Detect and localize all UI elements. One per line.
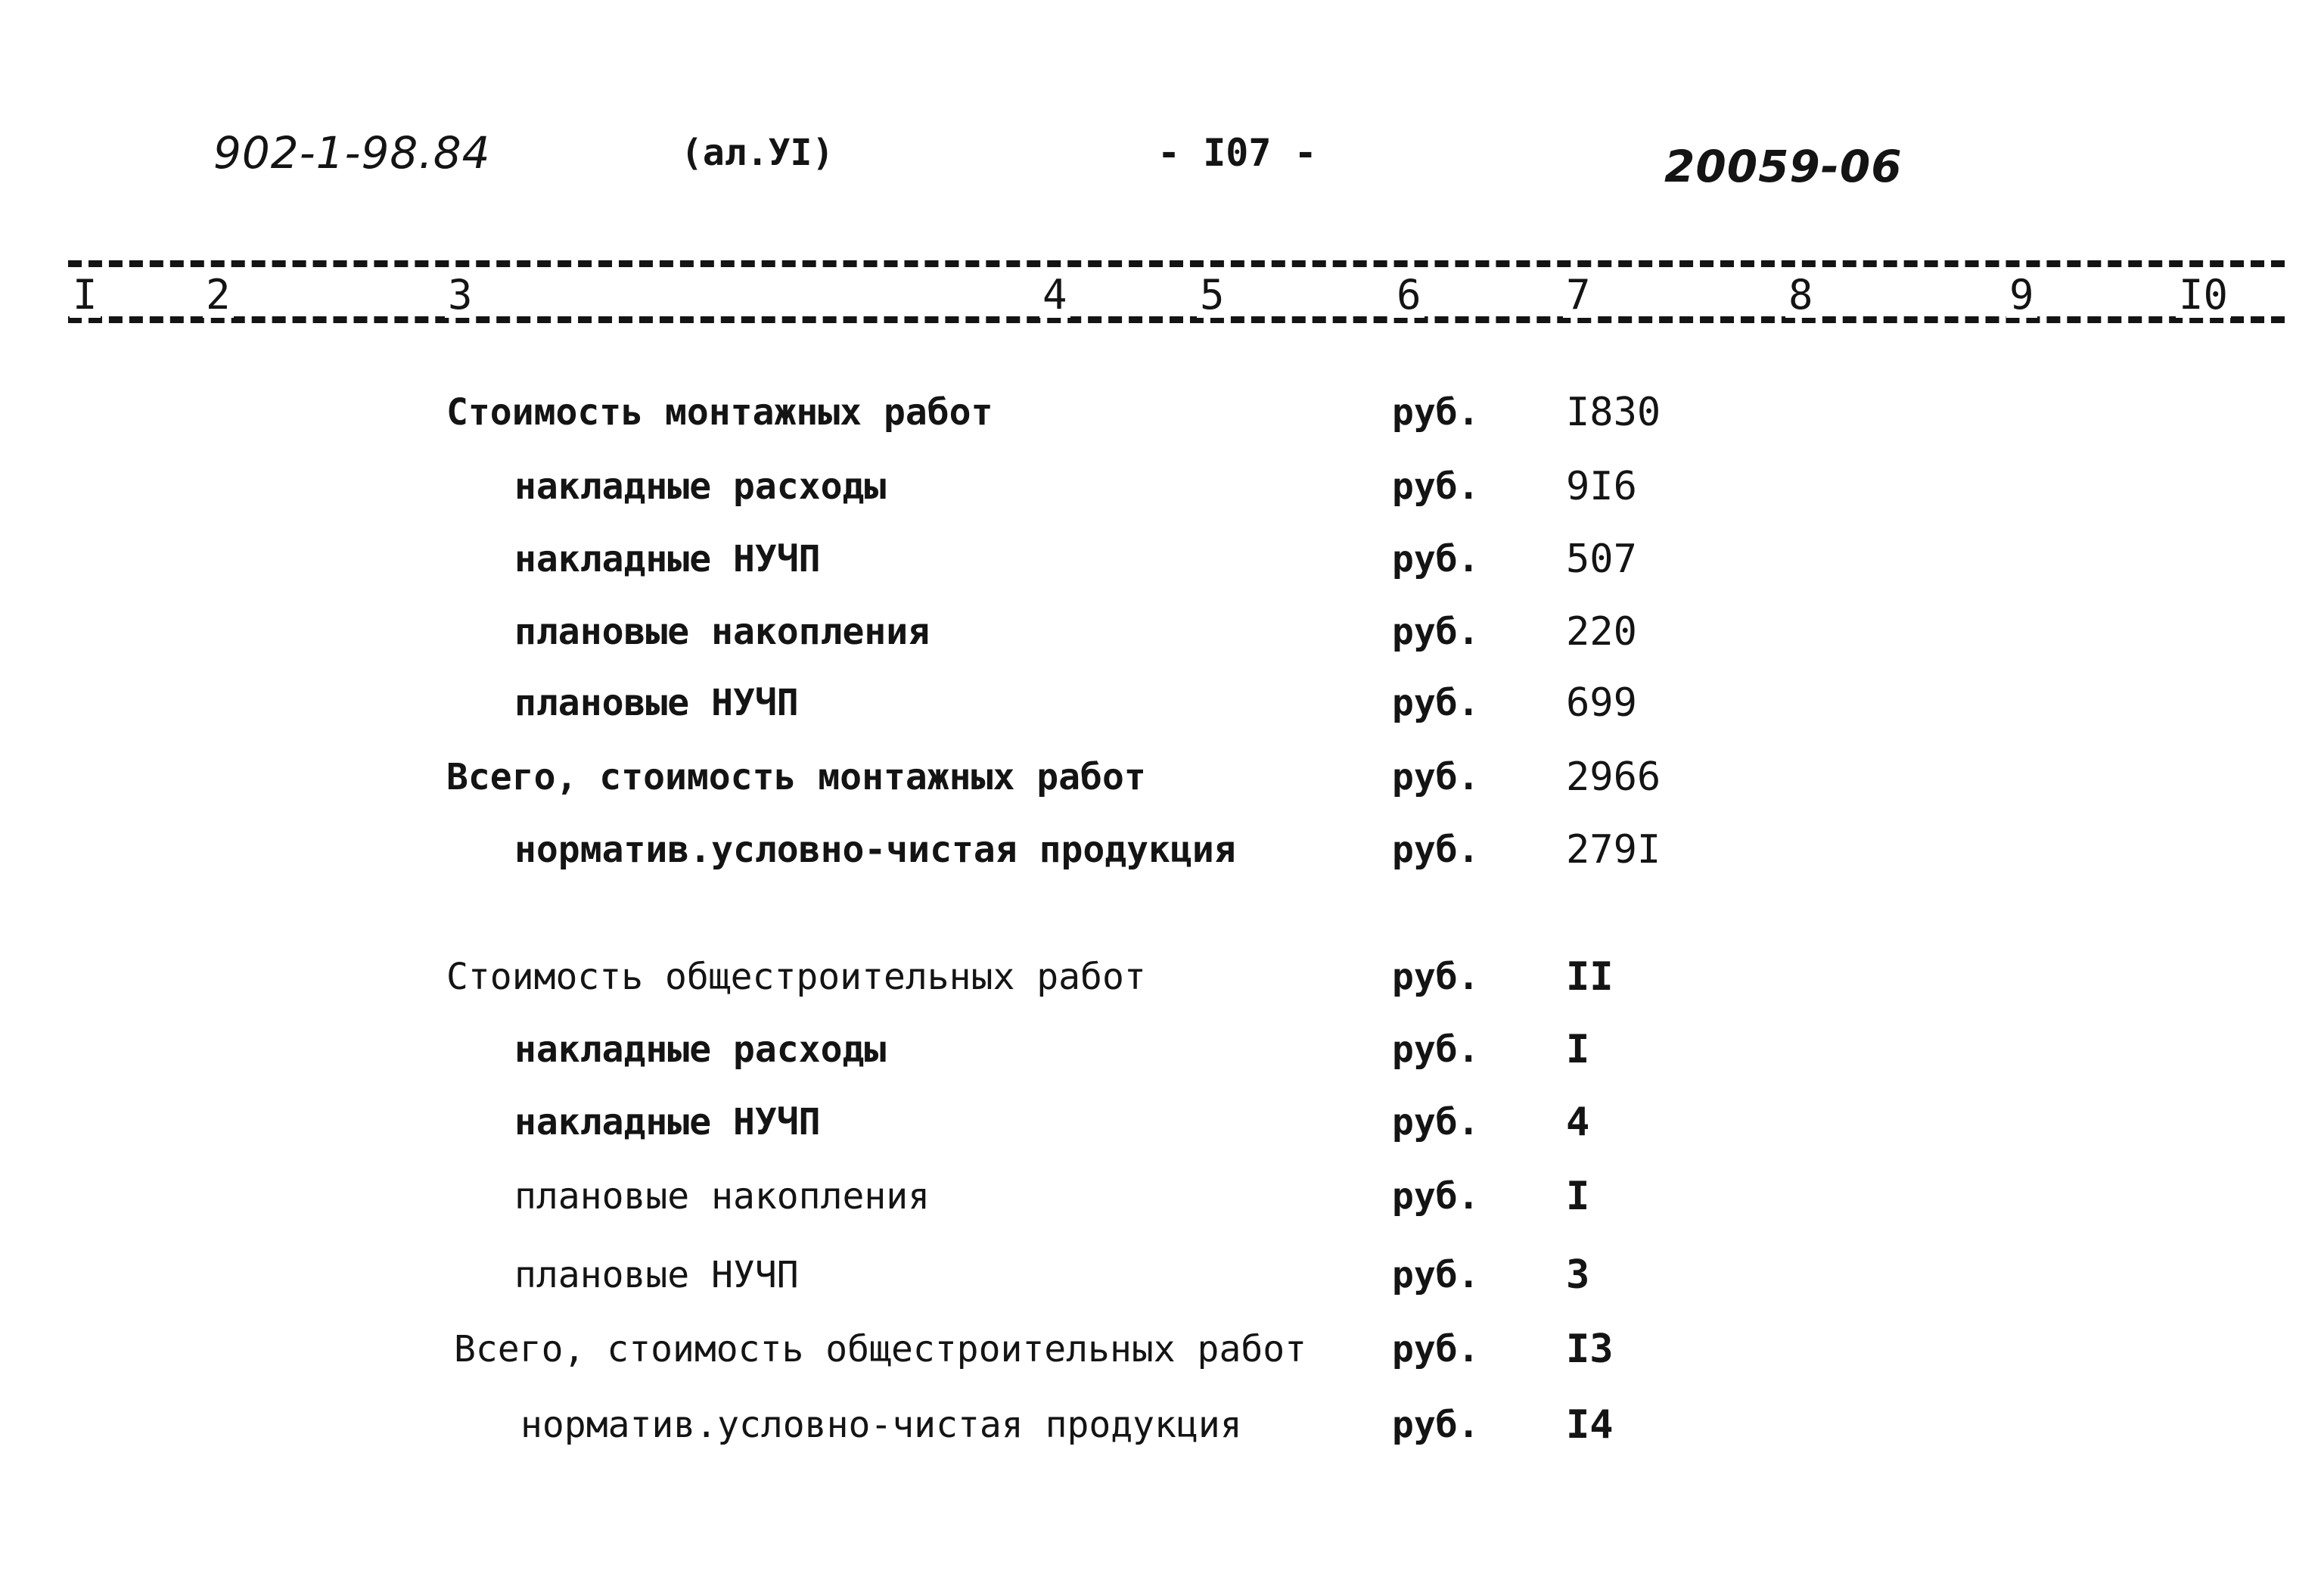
row-label: плановые НУЧП: [514, 682, 799, 724]
row-value: 4: [1566, 1100, 1590, 1145]
row-label: Стоимость общестроительных работ: [446, 956, 1146, 998]
row-value: 3: [1566, 1252, 1590, 1298]
row-value: 2966: [1566, 754, 1661, 800]
cost-row: [0, 1395, 2324, 1455]
row-label: плановые накопления: [514, 611, 931, 653]
row-unit: руб.: [1392, 1028, 1480, 1071]
row-value: 9I6: [1566, 464, 1637, 509]
row-label: плановые НУЧП: [514, 1254, 799, 1296]
column-number-3: 3: [445, 272, 476, 318]
column-number-8: 8: [1785, 272, 1816, 318]
row-unit: руб.: [1392, 538, 1480, 580]
row-label: плановые накопления: [514, 1175, 931, 1218]
dashed-rule-bottom: [68, 316, 2285, 323]
row-value: I4: [1566, 1402, 1614, 1448]
row-label: норматив.условно-чистая продукция: [520, 1404, 1242, 1446]
row-unit: руб.: [1392, 1175, 1480, 1218]
document-code: 902-1-98.84: [213, 127, 491, 179]
row-unit: руб.: [1392, 829, 1480, 871]
row-label: накладные расходы: [514, 465, 887, 508]
row-label: накладные НУЧП: [514, 538, 821, 580]
column-number-4: 4: [1039, 272, 1070, 318]
column-number-2: 2: [203, 272, 234, 318]
cost-row: [0, 820, 2324, 880]
cost-row: [0, 1166, 2324, 1227]
row-label: Стоимость монтажных работ: [446, 391, 993, 434]
row-label: норматив.условно-чистая продукция: [514, 829, 1236, 871]
cost-row: [0, 747, 2324, 807]
row-unit: руб.: [1392, 465, 1480, 508]
row-unit: руб.: [1392, 611, 1480, 653]
column-number-9: 9: [2006, 272, 2037, 318]
cost-row: [0, 1019, 2324, 1080]
row-value: 699: [1566, 680, 1637, 726]
cost-row: [0, 1092, 2324, 1153]
row-unit: руб.: [1392, 1101, 1480, 1143]
cost-row: [0, 673, 2324, 733]
row-unit: руб.: [1392, 956, 1480, 998]
cost-row: [0, 1319, 2324, 1380]
dashed-rule-top: [68, 260, 2285, 267]
row-unit: руб.: [1392, 682, 1480, 724]
column-number-5: 5: [1197, 272, 1228, 318]
cost-row: [0, 602, 2324, 662]
row-value: II: [1566, 954, 1614, 1000]
row-unit: руб.: [1392, 1404, 1480, 1446]
column-number-1: I: [70, 272, 101, 318]
row-value: 220: [1566, 609, 1637, 655]
row-value: 279I: [1566, 827, 1661, 873]
column-number-7: 7: [1563, 272, 1594, 318]
row-value: I3: [1566, 1327, 1614, 1372]
row-label: Всего, стоимость общестроительных работ: [454, 1328, 1307, 1370]
sheet-reference: (ал.УI): [681, 132, 834, 174]
row-label: накладные НУЧП: [514, 1101, 821, 1143]
row-value: I: [1566, 1027, 1590, 1072]
row-unit: руб.: [1392, 391, 1480, 434]
row-label: Всего, стоимость монтажных работ: [446, 756, 1146, 798]
cost-row: [0, 529, 2324, 589]
column-number-10: I0: [2176, 272, 2231, 318]
row-value: I830: [1566, 390, 1661, 435]
row-label: накладные расходы: [514, 1028, 887, 1071]
cost-row: [0, 947, 2324, 1007]
cost-row: [0, 1245, 2324, 1305]
row-unit: руб.: [1392, 756, 1480, 798]
row-unit: руб.: [1392, 1328, 1480, 1370]
page-number: - I07 -: [1157, 131, 1317, 175]
archive-number: 20059-06: [1664, 141, 1903, 192]
cost-row: [0, 382, 2324, 443]
row-unit: руб.: [1392, 1254, 1480, 1296]
cost-row: [0, 456, 2324, 517]
column-number-6: 6: [1393, 272, 1425, 318]
row-value: I: [1566, 1174, 1590, 1219]
row-value: 507: [1566, 537, 1637, 582]
